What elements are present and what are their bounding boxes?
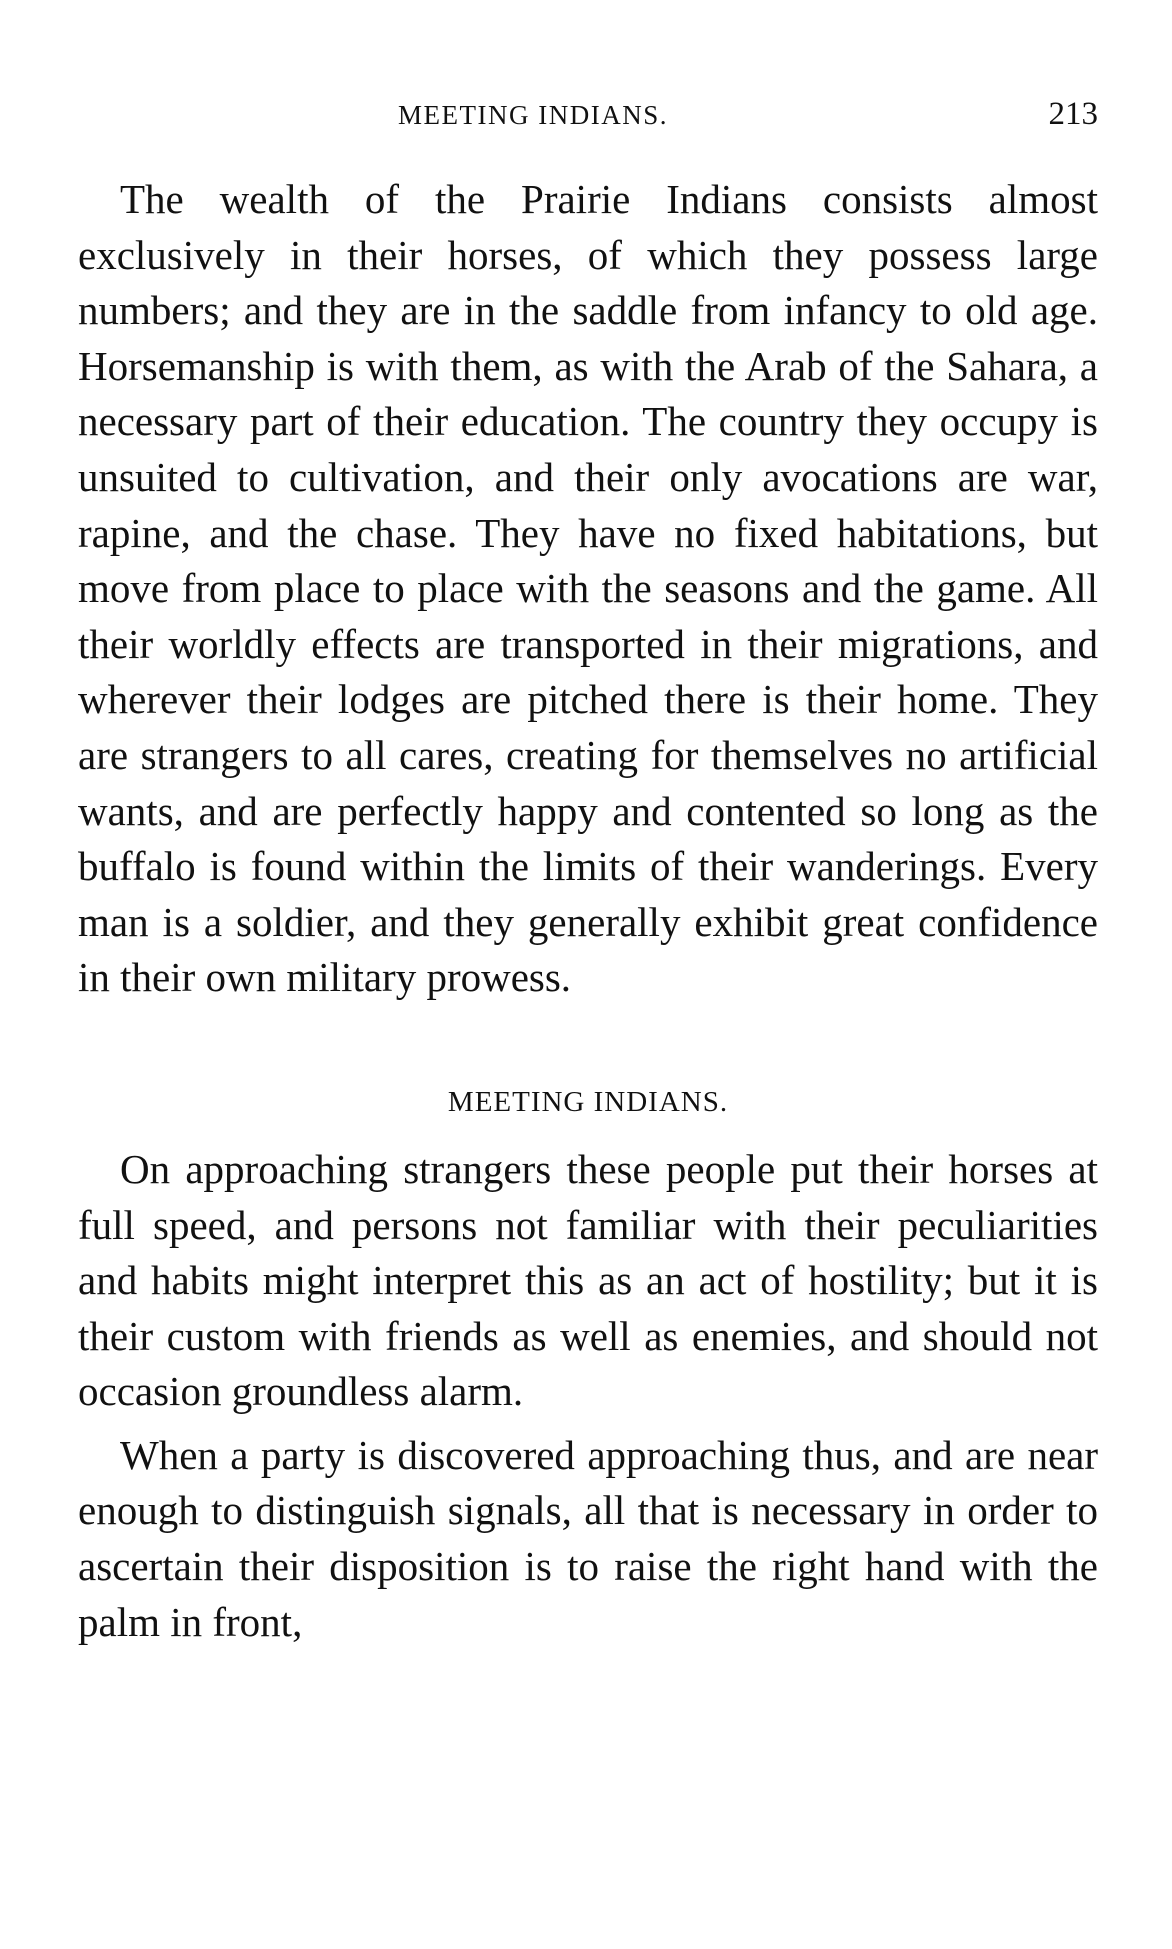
page-number: 213 xyxy=(1048,96,1098,132)
paragraph: On approaching strangers these people put their horses at full speed, and persons not familiar with their peculiarities and habits might interpret this as an act of hostility; but it is their custom with friends as well as enemies, and should not occasion groundless alarm. xyxy=(78,1145,1098,1415)
paragraph: When a party is discovered approaching thus, and are near enough to distinguish signals, all that is necessary in order to ascertain their disposition is to raise the right hand with the palm in front, xyxy=(78,1431,1098,1645)
body-text xyxy=(78,172,1098,1650)
paragraph: The wealth of the Prairie Indians consists almost exclusively in their horses, of which they possess large numbers; and they are in the saddle from infancy to old age. Horsemanship is with them, as with the Arab of the Sahara, a necessary part of their education. The country they occupy is unsuited to cultivation, and their only avocations are war, rapine, and the chase. They have no fixed habitations, but move from place to place with the seasons and the game. All their worldly effects are transported in their migrations, and wherever their lodges are pitched there is their home. They are strangers to all cares, creating for themselves no artificial wants, and are perfectly happy and contented so long as the buffalo is found within the limits of their wanderings. Every man is a soldier, and they generally exhibit great confidence in their own military prowess. xyxy=(78,176,1098,1001)
running-head xyxy=(78,96,1098,140)
running-title: MEETING INDIANS. xyxy=(398,100,668,130)
section-heading: MEETING INDIANS. xyxy=(447,1085,729,1118)
